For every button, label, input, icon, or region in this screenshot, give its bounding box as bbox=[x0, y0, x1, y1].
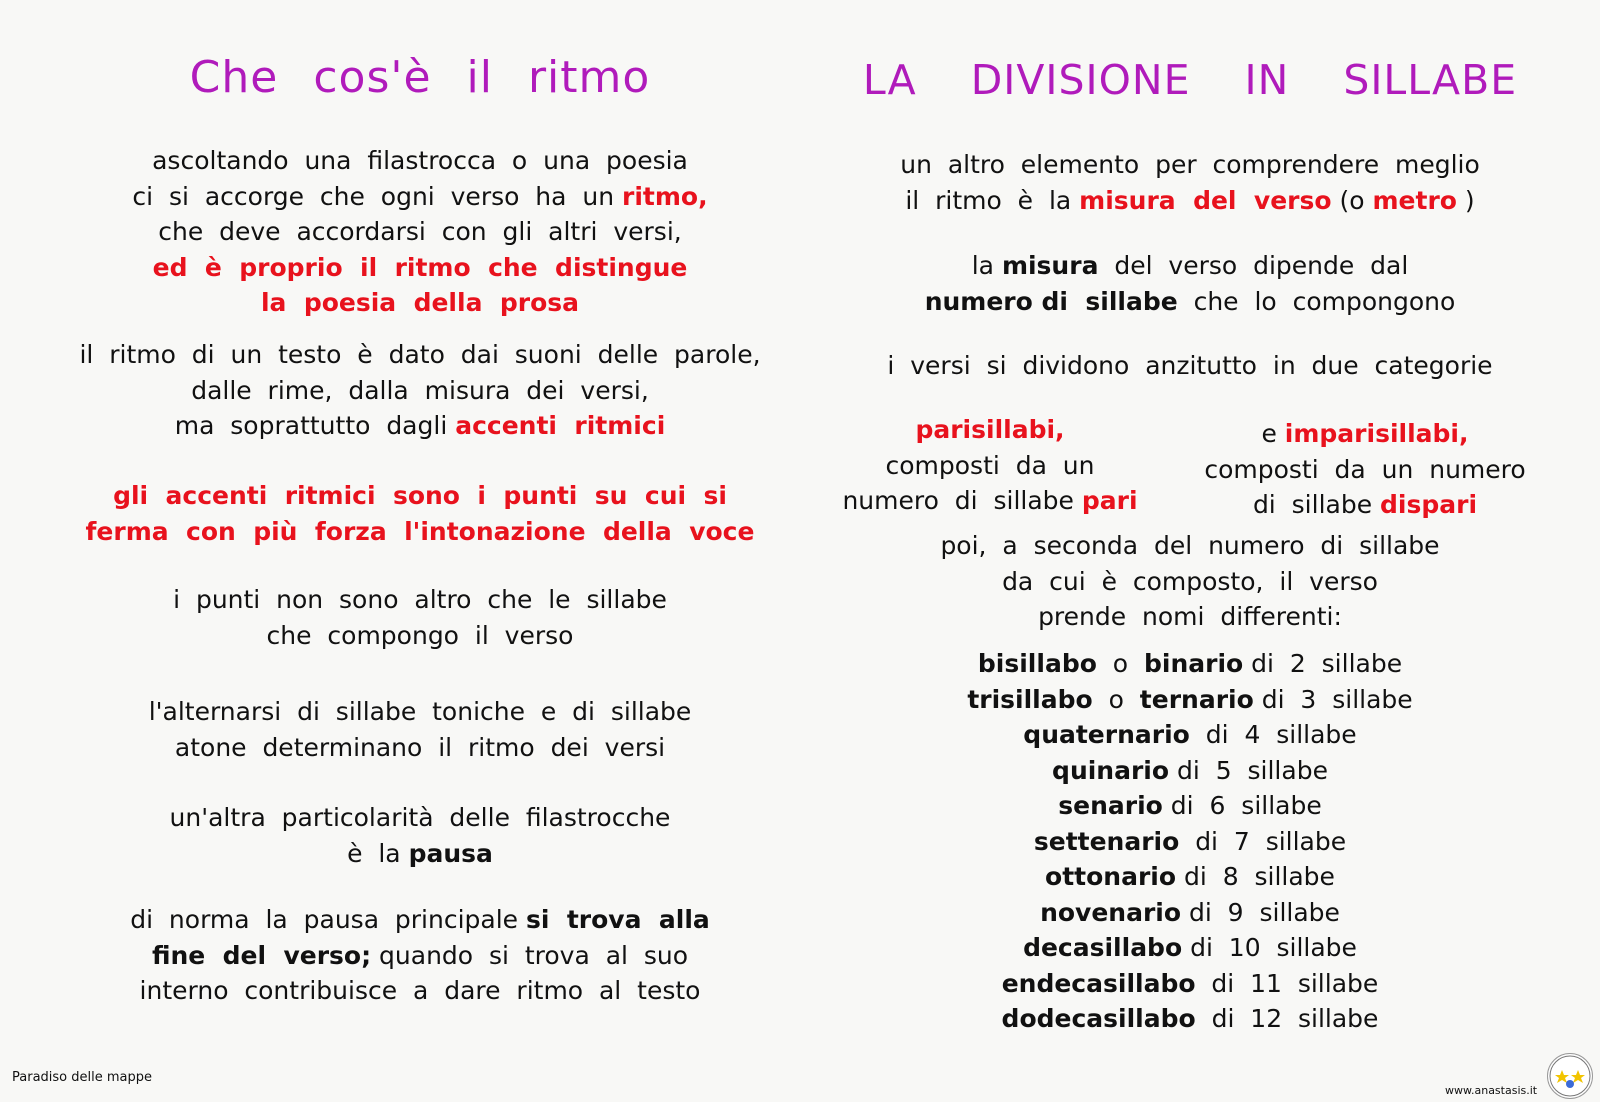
footer-website: www.anastasis.it bbox=[1445, 1084, 1538, 1097]
paragraph-punti bbox=[40, 582, 800, 653]
paragraph-alternarsi bbox=[40, 694, 800, 765]
highlight-span: ritmo, bbox=[622, 181, 708, 211]
highlight-line: gli accenti ritmici sono i punti su cui si bbox=[113, 481, 727, 510]
text-line: che deve accordarsi con gli altri versi, bbox=[158, 217, 682, 246]
verse-syllables: di 3 sillabe bbox=[1253, 684, 1413, 714]
text-line: che compongo il verso bbox=[266, 620, 574, 650]
verse-list-item bbox=[820, 717, 1560, 753]
verse-list-item bbox=[820, 824, 1560, 860]
verse-name: dodecasillabo bbox=[1001, 1004, 1196, 1033]
text-span: del verso dipende dal bbox=[1098, 251, 1409, 280]
bold-span: pausa bbox=[408, 838, 493, 868]
verse-list-item bbox=[820, 1001, 1560, 1037]
paragraph-misura bbox=[820, 147, 1560, 218]
text-line bbox=[820, 284, 1560, 320]
paragraph-norma bbox=[40, 902, 800, 1009]
text-line: interno contribuisce a dare ritmo al testo bbox=[139, 976, 701, 1005]
text-line: un altro elemento per comprendere meglio bbox=[900, 150, 1480, 179]
verse-name: quaternario bbox=[1023, 720, 1190, 749]
text-line: composti da un numero bbox=[1204, 454, 1526, 484]
text-span: la bbox=[971, 251, 1002, 280]
text-line bbox=[40, 902, 800, 938]
verse-list-item bbox=[820, 895, 1560, 931]
text-line bbox=[820, 483, 1160, 519]
text-line: un'altra particolarità delle filastrocche bbox=[169, 803, 671, 832]
bold-span: numero di sillabe bbox=[924, 286, 1178, 316]
verse-syllables: di 6 sillabe bbox=[1162, 791, 1322, 820]
paragraph-ritmo bbox=[40, 143, 800, 321]
footer-credit: Paradiso delle mappe bbox=[12, 1070, 152, 1085]
text-span: ci si accorge che ogni verso ha un bbox=[132, 181, 623, 211]
parisillabi-block bbox=[820, 412, 1160, 519]
highlight-span: imparisillabi, bbox=[1284, 419, 1469, 448]
paragraph-pausa bbox=[40, 800, 800, 871]
text-span: (o bbox=[1331, 185, 1373, 215]
verse-name: quinario bbox=[1052, 755, 1170, 785]
highlight-line: ed è proprio il ritmo che distingue bbox=[152, 252, 688, 282]
text-span: di norma la pausa principale bbox=[130, 905, 526, 934]
right-title: LA DIVISIONE IN SILLABE bbox=[862, 56, 1518, 104]
paragraph-accenti bbox=[40, 478, 800, 549]
verse-name: novenario bbox=[1040, 897, 1182, 927]
text-line: i punti non sono altro che le sillabe bbox=[173, 585, 667, 614]
verse-list-item bbox=[820, 646, 1560, 682]
text-line bbox=[820, 183, 1560, 219]
paragraph-numero-sillabe bbox=[820, 248, 1560, 319]
text-line: ascoltando una filastrocca o una poesia bbox=[152, 146, 688, 175]
bold-span: fine del verso; bbox=[151, 940, 372, 970]
bold-span: si trova alla bbox=[526, 905, 710, 934]
bold-span: misura bbox=[1001, 251, 1099, 280]
text-line: il ritmo di un testo è dato dai suoni delle parole, bbox=[79, 340, 761, 369]
text-span: di sillabe bbox=[1252, 490, 1381, 519]
imparisillabi-block bbox=[1170, 416, 1560, 523]
highlight-span: misura del verso bbox=[1079, 185, 1332, 215]
verse-name: senario bbox=[1058, 791, 1163, 820]
text-span: che lo compongono bbox=[1177, 286, 1456, 316]
verse-name: trisillabo bbox=[967, 684, 1093, 714]
text-line bbox=[40, 938, 800, 974]
text-line bbox=[1170, 487, 1560, 523]
categories-block bbox=[820, 412, 1560, 522]
verse-name: endecasillabo bbox=[1001, 968, 1196, 998]
verse-name: decasillabo bbox=[1023, 933, 1183, 962]
verse-syllables: di 4 sillabe bbox=[1189, 720, 1357, 749]
verse-syllables: di 7 sillabe bbox=[1179, 826, 1347, 856]
highlight-span: pari bbox=[1081, 486, 1138, 515]
verse-name: ottonario bbox=[1045, 862, 1177, 891]
verse-syllables: di 9 sillabe bbox=[1181, 897, 1340, 927]
verse-list bbox=[820, 646, 1560, 1037]
text-line: poi, a seconda del numero di sillabe bbox=[940, 531, 1440, 560]
verse-syllables: di 2 sillabe bbox=[1243, 649, 1403, 678]
left-title: Che cos'è il ritmo bbox=[189, 52, 651, 103]
text-span: il ritmo è la bbox=[905, 185, 1080, 215]
highlight-span: accenti ritmici bbox=[455, 411, 666, 440]
verse-list-item bbox=[820, 859, 1560, 895]
text-line bbox=[820, 248, 1560, 284]
verse-alt-name: binario bbox=[1143, 649, 1244, 678]
highlight-line: parisillabi, bbox=[915, 415, 1065, 444]
text-line: prende nomi differenti: bbox=[1038, 602, 1342, 631]
text-line: dalle rime, dalla misura dei versi, bbox=[191, 375, 649, 405]
highlight-line: la poesia della prosa bbox=[260, 288, 580, 317]
verse-list-item bbox=[820, 966, 1560, 1002]
text-span: ) bbox=[1456, 185, 1475, 215]
verse-connector: o bbox=[1092, 684, 1140, 714]
verse-list-item bbox=[820, 682, 1560, 718]
verse-list-item bbox=[820, 930, 1560, 966]
verse-syllables: di 12 sillabe bbox=[1195, 1004, 1379, 1033]
text-line bbox=[40, 179, 800, 215]
verse-list-item bbox=[820, 788, 1560, 824]
text-span: è la bbox=[347, 838, 409, 868]
supermappe-logo-icon bbox=[1548, 1054, 1592, 1098]
text-line: atone determinano il ritmo dei versi bbox=[174, 732, 666, 762]
text-line: l'alternarsi di sillabe toniche e di sillabe bbox=[148, 697, 692, 726]
text-line: i versi si dividono anzitutto in due categorie bbox=[887, 351, 1493, 380]
verse-name: settenario bbox=[1033, 826, 1180, 856]
text-line: composti da un bbox=[885, 450, 1095, 480]
highlight-span: metro bbox=[1372, 185, 1457, 215]
verse-list-item bbox=[820, 753, 1560, 789]
supermappe-logo bbox=[1547, 1053, 1593, 1099]
text-line bbox=[40, 836, 800, 872]
paragraph-testo bbox=[40, 337, 800, 444]
verse-syllables: di 8 sillabe bbox=[1176, 862, 1335, 891]
text-line bbox=[1170, 416, 1560, 452]
paragraph-categorie bbox=[820, 348, 1560, 384]
text-span: quando si trova al suo bbox=[371, 940, 689, 970]
paragraph-nomi bbox=[820, 528, 1560, 635]
verse-alt-name: ternario bbox=[1139, 684, 1254, 714]
highlight-line: ferma con più forza l'intonazione della voce bbox=[85, 516, 755, 546]
text-line bbox=[40, 408, 800, 444]
verse-syllables: di 10 sillabe bbox=[1182, 933, 1357, 962]
verse-name: bisillabo bbox=[977, 649, 1097, 678]
text-span: ma soprattutto dagli bbox=[174, 411, 456, 440]
text-line: da cui è composto, il verso bbox=[1002, 566, 1378, 596]
verse-syllables: di 11 sillabe bbox=[1195, 968, 1379, 998]
verse-syllables: di 5 sillabe bbox=[1169, 755, 1328, 785]
text-span: e bbox=[1261, 419, 1285, 448]
text-span: numero di sillabe bbox=[842, 486, 1082, 515]
verse-connector: o bbox=[1096, 649, 1144, 678]
highlight-span: dispari bbox=[1380, 490, 1478, 519]
